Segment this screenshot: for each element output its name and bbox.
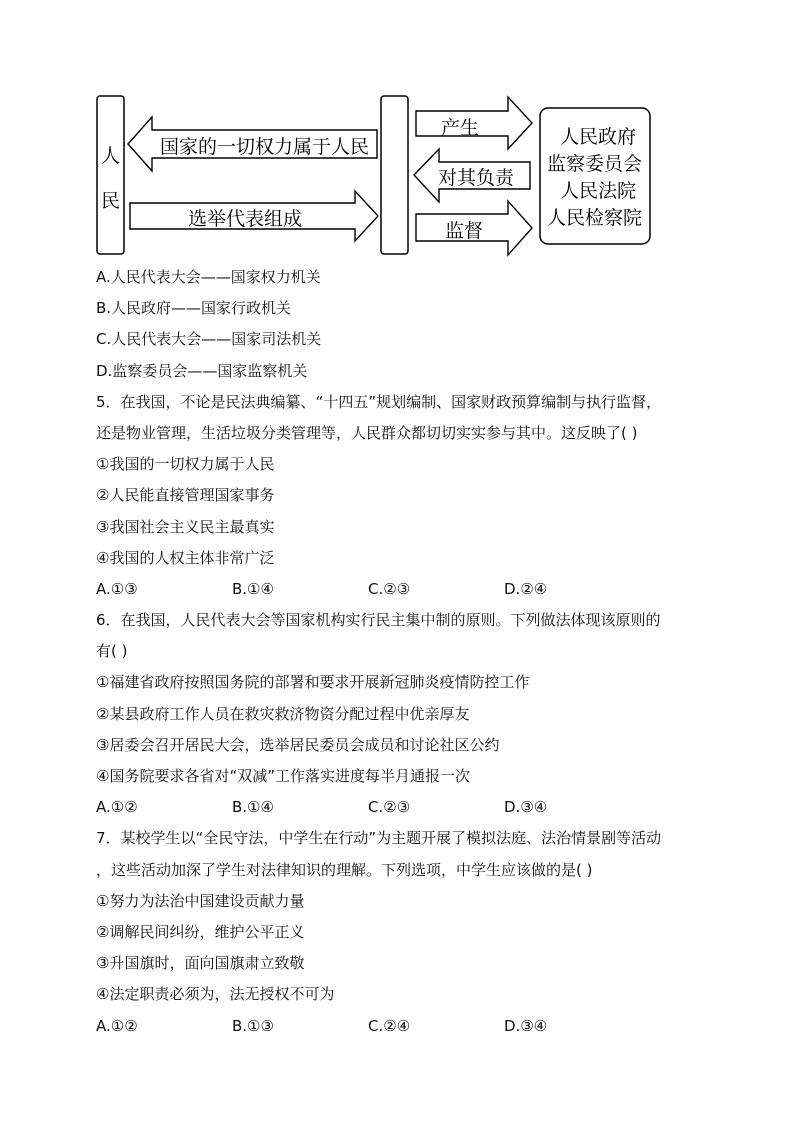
q5-item-3: ③我国社会主义民主最真实: [96, 517, 275, 536]
q6-choices: [96, 792, 716, 823]
organ-government: 人民政府: [560, 126, 637, 148]
diagram-shapes: [0, 0, 794, 260]
q5-stem-2: 还是物业管理，生活垃圾分类管理等，人民群众都切切实实参与其中。这反映了( ): [96, 423, 638, 442]
q6-choice-b: B.①④: [232, 798, 274, 817]
q4-option-b: B.人民政府——国家行政机关: [96, 299, 292, 318]
q5-choice-b: B.①④: [232, 579, 274, 598]
q6-item-4: ④国务院要求各省对“双减”工作落实进度每半月通报一次: [96, 767, 470, 785]
organ-procuratorate: 人民检察院: [547, 207, 643, 229]
q7-stem-1: 7．某校学生以“全民守法，中学生在行动”为主题开展了模拟法庭、法治情景剧等活动: [96, 829, 662, 848]
q6-choice-d: D.③④: [504, 798, 548, 817]
q7-choices: [96, 1011, 716, 1042]
q4-option-d: D.监察委员会——国家监察机关: [96, 361, 308, 380]
people-box: [97, 96, 124, 254]
q6-item-3: ③居委会召开居民大会，选举居民委员会成员和讨论社区公约: [96, 735, 500, 754]
q5-item-1: ①我国的一切权力属于人民: [96, 455, 275, 474]
organ-supervisory: 监察委员会: [547, 153, 643, 175]
q7-item-1: ①努力为法治中国建设贡献力量: [96, 891, 305, 910]
q5-item-2: ②人民能直接管理国家事务: [96, 486, 275, 505]
q5-stem-1: 5．在我国，不论是民法典编纂、“十四五”规划编制、国家财政预算编制与执行监督，: [96, 392, 662, 411]
q7-item-2: ②调解民间纠纷，维护公平正义: [96, 922, 305, 941]
q5-choices: [96, 574, 716, 605]
q7-item-3: ③升国旗时，面向国旗肃立致敬: [96, 954, 305, 973]
arrow-supervise-label: 监督: [445, 220, 484, 242]
arrow-responsible-label: 对其负责: [438, 167, 515, 189]
q7-stem-2: ，这些活动加深了学生对法律知识的理解。下列选项，中学生应该做的是( ): [96, 860, 593, 879]
q4-option-c: C.人民代表大会——国家司法机关: [96, 330, 322, 349]
q6-stem-1: 6．在我国，人民代表大会等国家机构实行民主集中制的原则。下列做法体现该原则的: [96, 611, 661, 630]
q5-choice-d: D.②④: [504, 579, 548, 598]
q6-item-2: ②某县政府工作人员在救灾救济物资分配过程中优亲厚友: [96, 704, 470, 723]
organ-court: 人民法院: [560, 180, 637, 202]
q7-choice-b: B.①③: [232, 1016, 274, 1035]
congress-box: [381, 96, 408, 254]
q6-choice-a: A.①②: [96, 798, 138, 817]
arrow-produce-label: 产生: [441, 117, 480, 139]
people-label-1: 人: [101, 145, 121, 167]
arrow-elect-label: 选举代表组成: [188, 208, 303, 230]
q7-choice-c: C.②④: [368, 1016, 411, 1035]
power-structure-diagram: [0, 0, 794, 260]
q5-choice-a: A.①③: [96, 579, 138, 598]
q4-option-a: A.人民代表大会——国家权力机关: [96, 268, 321, 286]
q7-choice-a: A.①②: [96, 1016, 138, 1035]
question-content: [96, 262, 716, 1042]
q6-stem-2: 有( ): [96, 642, 128, 661]
q5-item-4: ④我国的人权主体非常广泛: [96, 548, 275, 567]
q6-item-1: ①福建省政府按照国务院的部署和要求开展新冠肺炎疫情防控工作: [96, 673, 530, 692]
q7-item-4: ④法定职责必须为，法无授权不可为: [96, 985, 335, 1004]
people-label-2: 民: [101, 190, 121, 212]
q6-choice-c: C.②③: [368, 798, 411, 817]
q5-choice-c: C.②③: [368, 579, 411, 598]
arrow-power-label: 国家的一切权力属于人民: [160, 136, 370, 158]
q7-choice-d: D.③④: [504, 1016, 548, 1035]
